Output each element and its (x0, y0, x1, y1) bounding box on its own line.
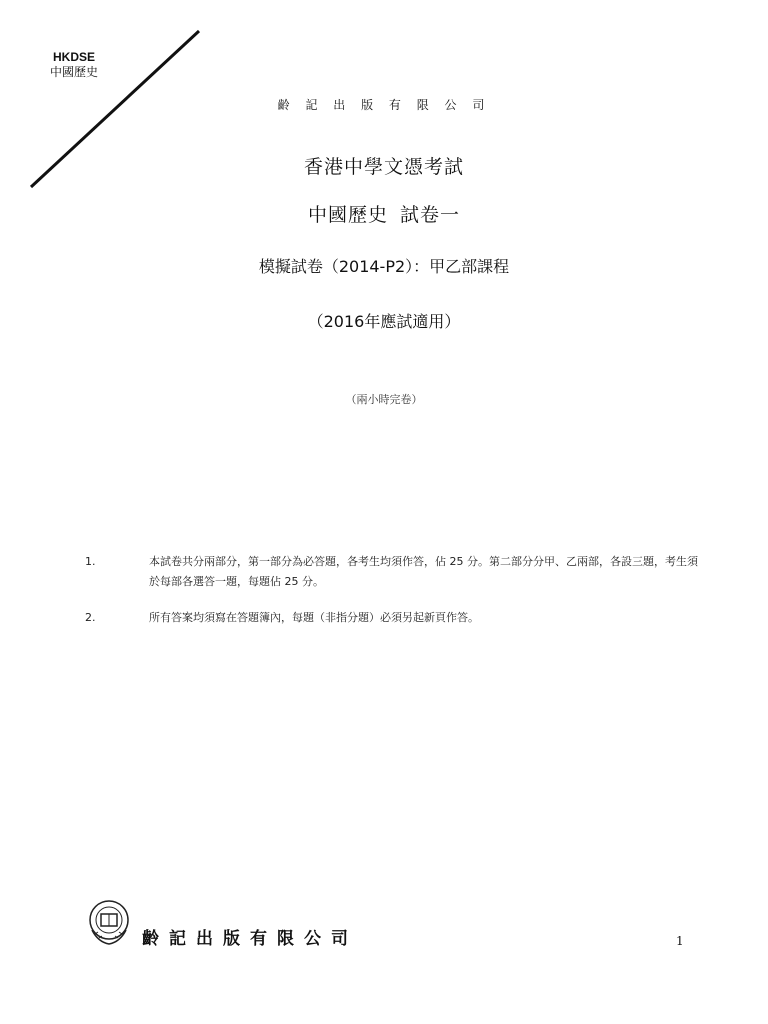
page-number: 1 (676, 934, 684, 948)
corner-tag (44, 50, 104, 80)
instruction-number: 2. (85, 611, 96, 624)
instruction-item (85, 608, 705, 628)
footer-publisher-name: 齡記出版有限公司 (142, 929, 358, 949)
publisher-header: 齡 記 出 版 有 限 公 司 (277, 98, 491, 112)
mock-paper-title: 模擬試卷（2014-P2）：甲乙部課程 (258, 257, 510, 276)
instructions-list (85, 552, 705, 644)
exam-year-note: （2016年應試適用） (307, 312, 461, 331)
publisher-emblem-icon (86, 896, 132, 948)
instruction-text: 本試卷共分兩部分，第一部分為必答題，各考生均須作答，佔 25 分。第二部分分甲、乙兩部，各設三題，考生須於每部各選答一題，每題佔 25 分。 (149, 555, 698, 588)
corner-tag-subject: 中國歷史 (49, 65, 98, 79)
instruction-number: 1. (85, 555, 96, 568)
instruction-item (85, 552, 705, 592)
paper-title-subject: 中國歷史 (307, 204, 388, 226)
corner-tag-hkdse: HKDSE (52, 50, 95, 64)
instruction-text: 所有答案均須寫在答題簿內，每題（非指分題）必須另起新頁作答。 (149, 611, 479, 624)
paper-title (0, 200, 768, 227)
exam-title: 香港中學文憑考試 (303, 156, 464, 178)
paper-title-paper: 試卷一 (400, 204, 461, 226)
exam-duration: （兩小時完卷） (345, 393, 423, 406)
